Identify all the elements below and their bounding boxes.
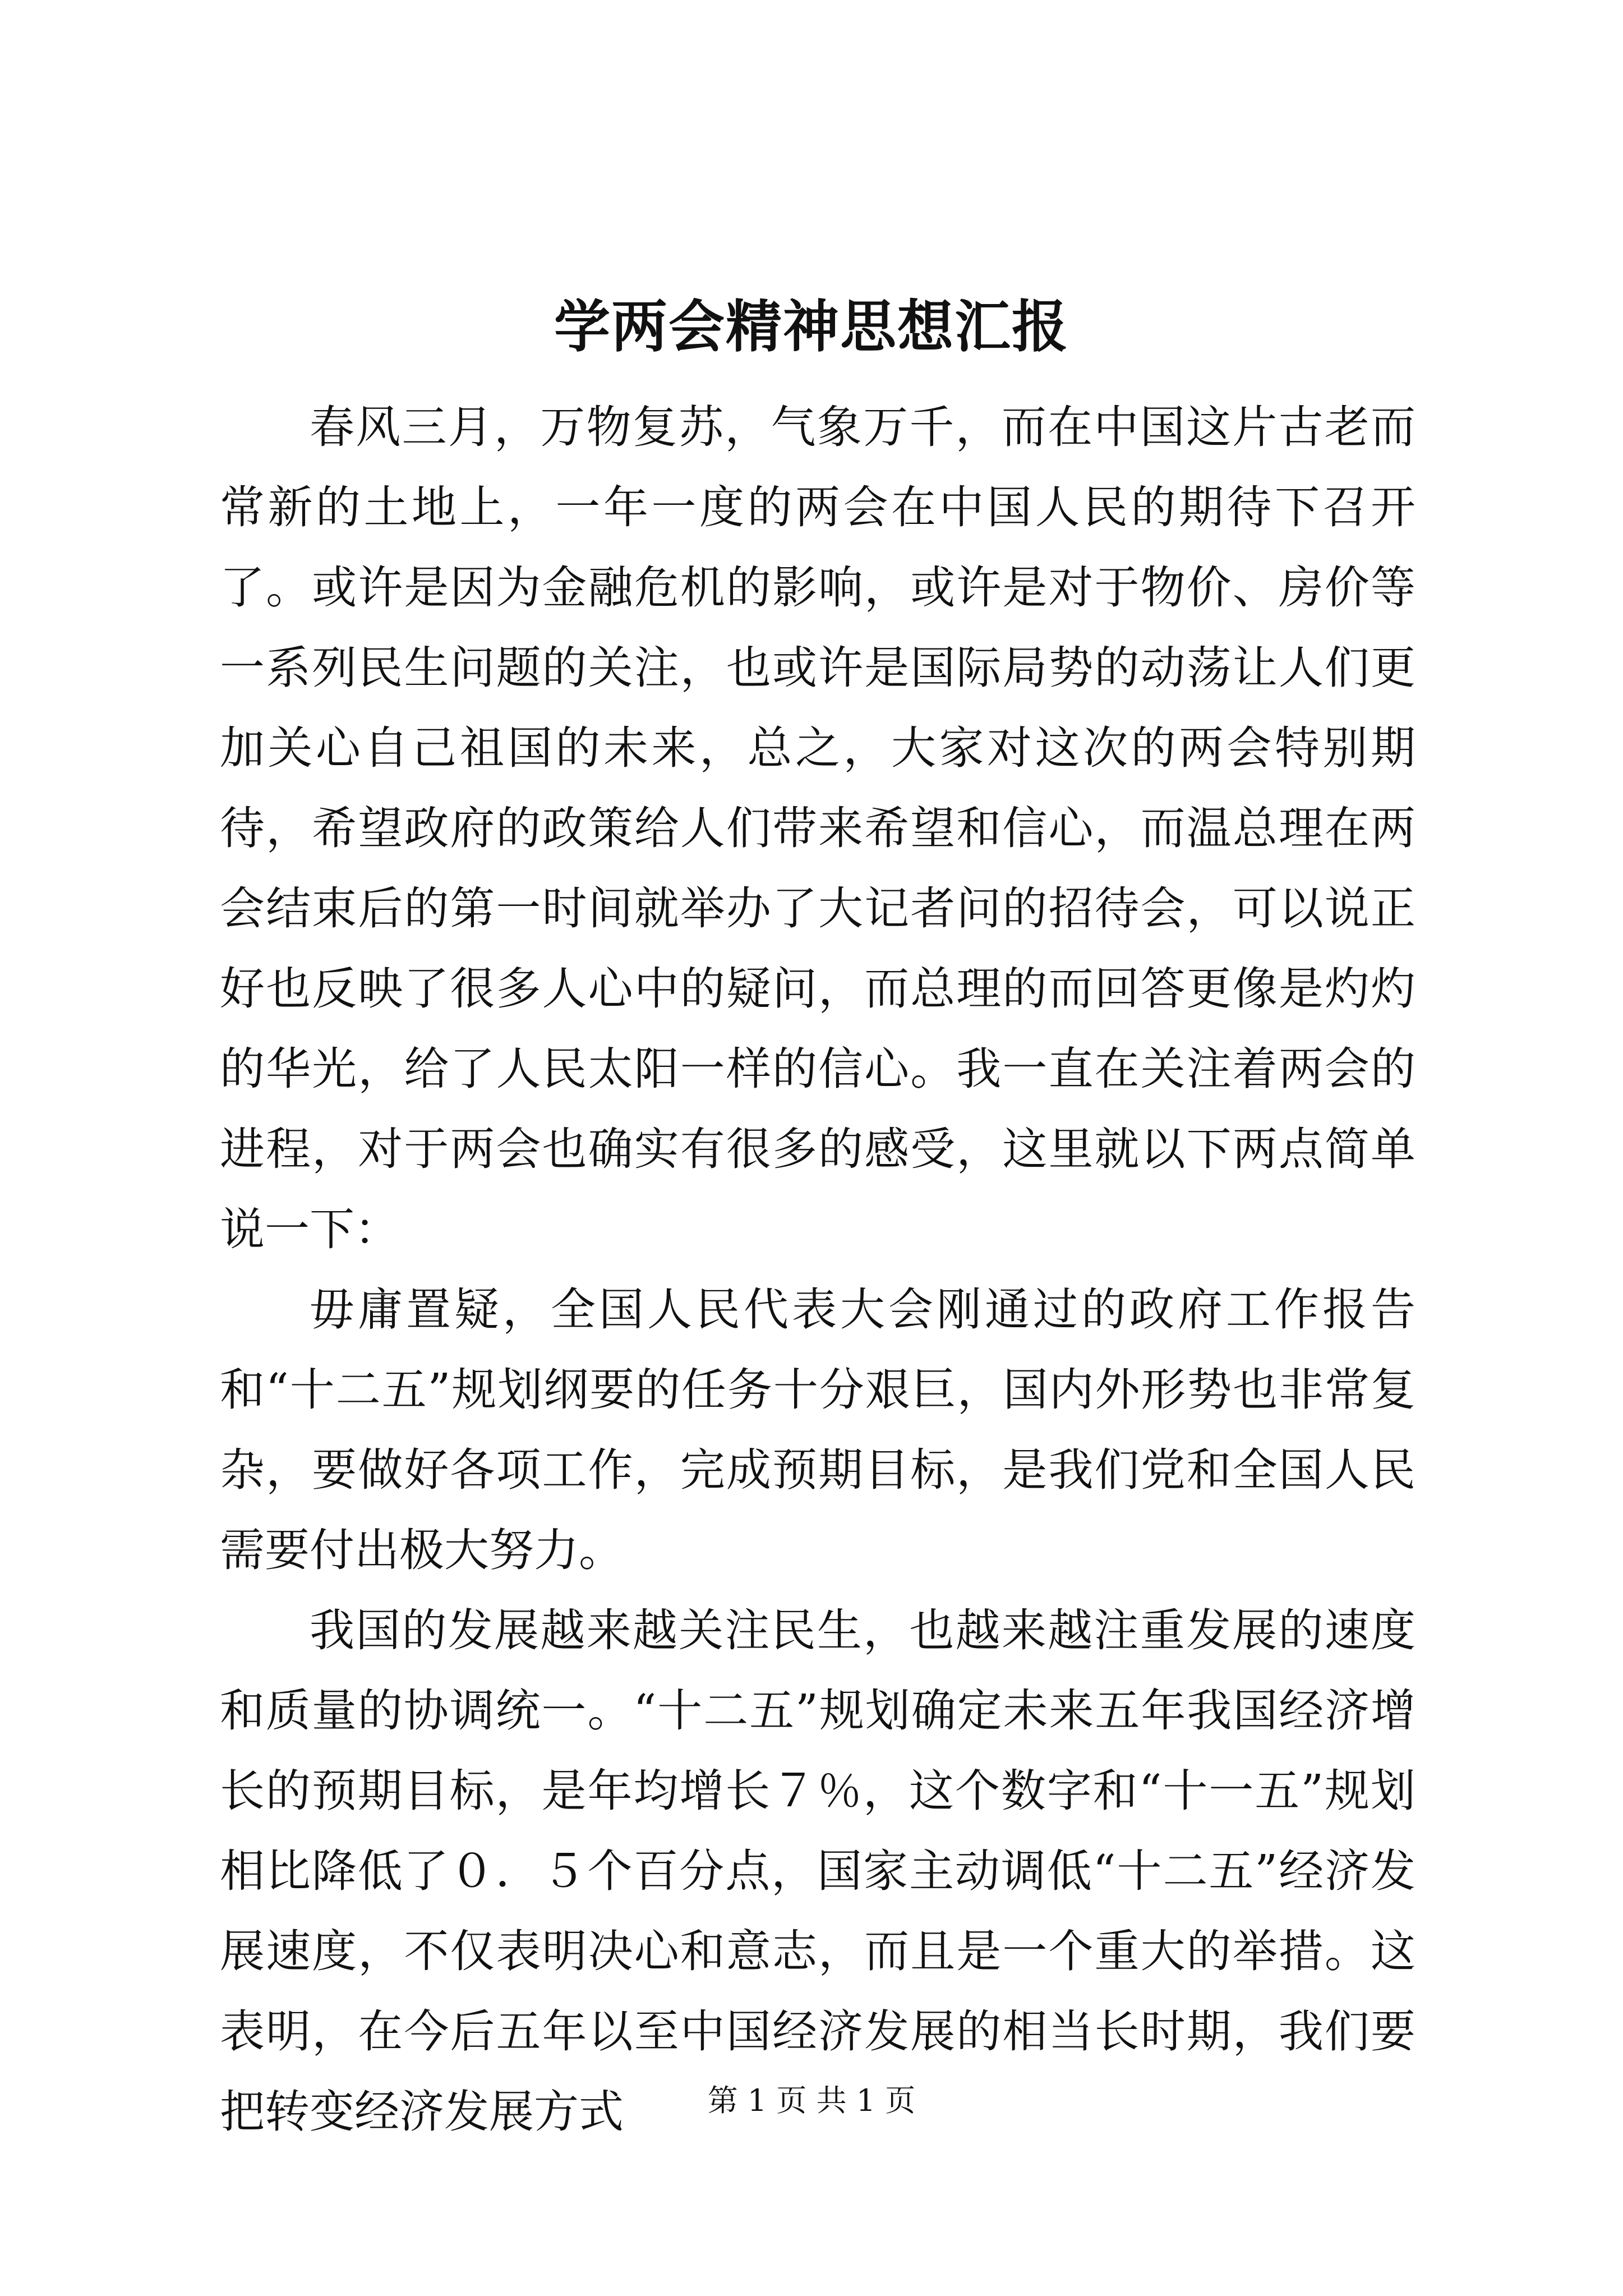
- paragraph-2: 毋庸置疑，全国人民代表大会刚通过的政府工作报告和“十二五”规划纲要的任务十分艰巨，国内外形势也非常复杂，要做好各项工作，完成预期目标，是我们党和全国人民需要付出极大努力。: [220, 1283, 1415, 1576]
- page-footer: 第 1 页 共 1 页: [707, 2083, 916, 2118]
- paragraph-3: 我国的发展越来越关注民生，也越来越注重发展的速度和质量的协调统一。“十二五”规划确定未来五年我国经济增长的预期目标，是年均增长７％，这个数字和“十一五”规划相比降低了０．５个百分点，国家主动调低“十二五”经济发展速度，不仅表明决心和意志，而且是一个重大的举措。这表明，在今后五年以至中国经济发展的相当长时期，我们要把转变经济发展方式: [220, 1604, 1415, 2138]
- document-body: [220, 387, 1415, 2152]
- paragraph-1: 春风三月，万物复苏，气象万千，而在中国这片古老而常新的土地上，一年一度的两会在中国人民的期待下召开了。或许是因为金融危机的影响，或许是对于物价、房价等一系列民生问题的关注，也或许是国际局势的动荡让人们更加关心自己祖国的未来，总之，大家对这次的两会特别期待，希望政府的政策给人们带来希望和信心，而温总理在两会结束后的第一时间就举办了大记者问的招待会，可以说正好也反映了很多人心中的疑问，而总理的而回答更像是灼灼的华光，给了人民太阳一样的信心。我一直在关注着两会的进程，对于两会也确实有很多的感受，这里就以下两点简单说一下：: [220, 401, 1415, 1255]
- document-title: 学两会精神思想汇报: [554, 293, 1069, 360]
